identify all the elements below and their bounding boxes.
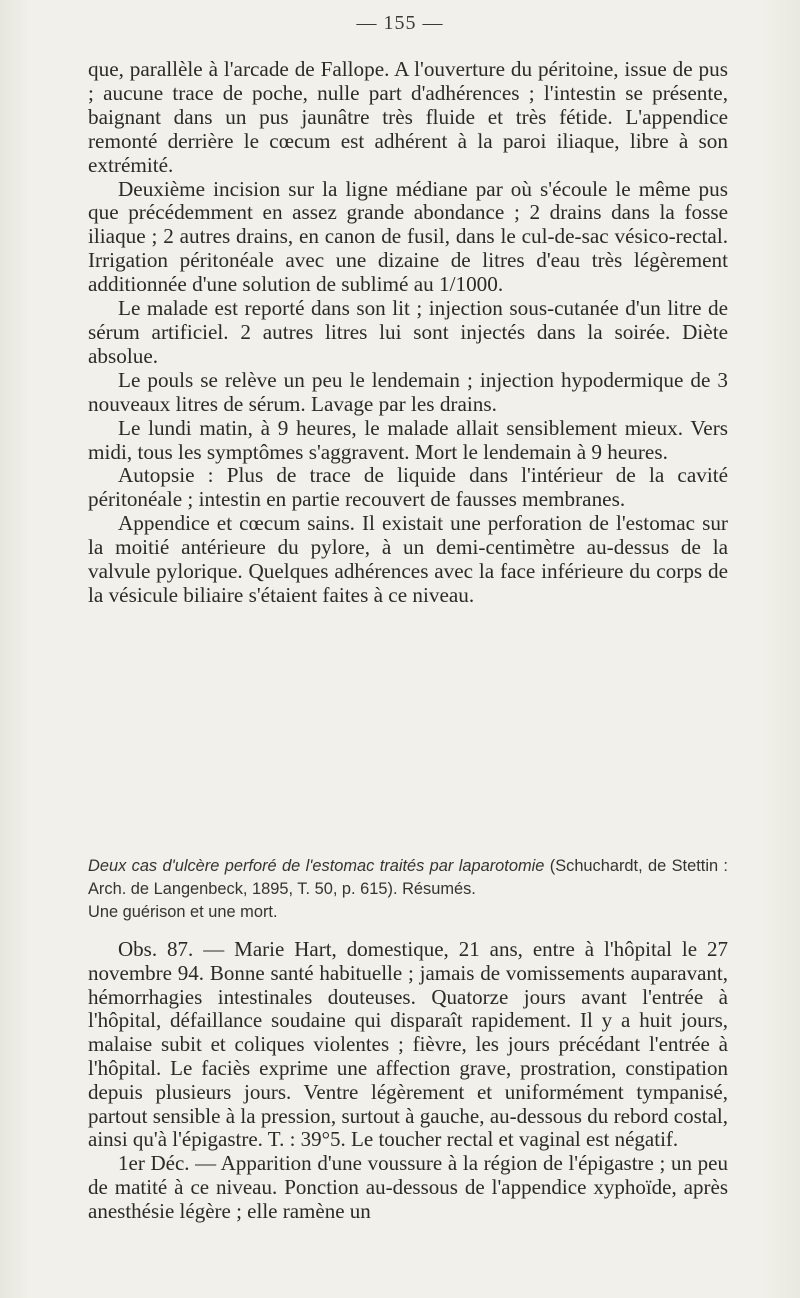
paragraph: que, parallèle à l'arcade de Fallope. A l'ouverture du péritoine, issue de pus ; aucune trace de poche, nulle part d'adhérences ; l'intestin se présente, baignant dans un pus jaunâtre très fluide et très fétide. L'appendice remonté derrière le cœcum est adhérent à la paroi iliaque, libre à son extrémité.: [88, 57, 728, 177]
paragraph: Le malade est reporté dans son lit ; injection sous-cutanée d'un litre de sérum artificiel. 2 autres litres lui sont injectés dans la soirée. Diète absolue.: [88, 296, 728, 368]
observation-text: [88, 938, 728, 1224]
section-title: Deux cas d'ulcère perforé de l'estomac traités par laparotomie: [88, 857, 545, 875]
paragraph: Deuxième incision sur la ligne médiane par où s'écoule le même pus que précédemment en assez grande abondance ; 2 drains dans la fosse iliaque ; 2 autres drains, en canon de fusil, dans le cul-de-sac vésico-rectal. Irrigation péritonéale avec une dizaine de litres d'eau très légèrement additionnée d'une solution de sublimé au 1/1000.: [88, 176, 728, 297]
section-subtitle: Une guérison et une mort.: [88, 903, 278, 921]
section-heading: [88, 855, 728, 924]
body-text: [88, 58, 728, 608]
page-number: — 155 —: [356, 12, 444, 34]
section-citation: (Schuchardt, de Stettin : Arch. de Langenbeck, 1895, T. 50, p. 615). Résumés.: [88, 857, 728, 898]
observation-paragraph: Obs. 87. — Marie Hart, domestique, 21 ans, entre à l'hôpital le 27 novembre 94. Bonne santé habituelle ; jamais de vomissements auparavant, hémorrhagies intestinales douteuses. Quatorze jours avant l'entrée à l'hôpital, défaillance soudaine qui disparaît rapidement. Il y a huit jours, malaise subit et coliques violentes ; fièvre, les jours précédant l'entrée à l'hôpital. Le faciès exprime une affection grave, prostration, constipation depuis plusieurs jours. Ventre légèrement et uniformément tympanisé, partout sensible à la pression, surtout à gauche, au-dessous du rebord costal, ainsi qu'à l'épigastre. T. : 39°5. Le toucher rectal et vaginal est négatif.: [88, 937, 728, 1152]
paragraph: Appendice et cœcum sains. Il existait une perforation de l'estomac sur la moitié antérieure du pylore, à un demi-centimètre au-dessus de la valvule pylorique. Quelques adhérences avec la face inférieure du corps de la vésicule biliaire s'étaient faites à ce niveau.: [88, 511, 728, 607]
observation-paragraph: 1er Déc. — Apparition d'une voussure à la région de l'épigastre ; un peu de matité à ce niveau. Ponction au-dessous de l'appendice xyphoïde, après anesthésie légère ; elle ramène un: [88, 1151, 728, 1223]
paragraph: Le pouls se relève un peu le lendemain ; injection hypodermique de 3 nouveaux litres de sérum. Lavage par les drains.: [88, 367, 728, 416]
paragraph: Le lundi matin, à 9 heures, le malade allait sensiblement mieux. Vers midi, tous les symptômes s'aggravent. Mort le lendemain à 9 heures.: [88, 415, 728, 464]
paragraph: Autopsie : Plus de trace de liquide dans l'intérieur de la cavité péritonéale ; intestin en partie recouvert de fausses membranes.: [88, 463, 728, 512]
